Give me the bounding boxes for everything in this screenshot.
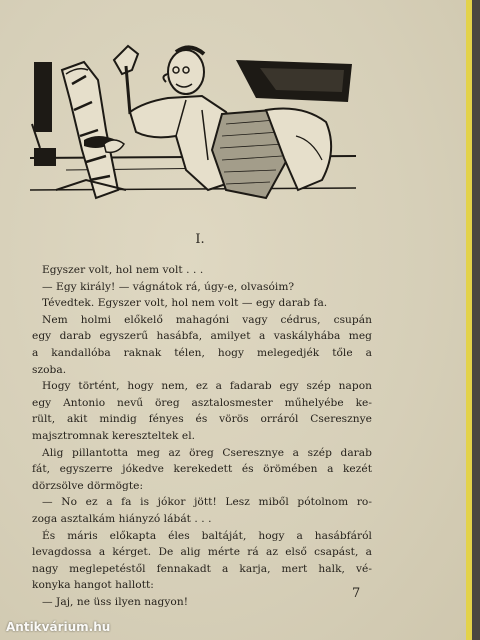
- text-line: rült, akit mindig fényes és vörös orráról Cseresznye: [32, 413, 372, 426]
- text-line: Egyszer volt, hol nem volt . . .: [42, 264, 204, 276]
- book-cover-edge: [472, 0, 480, 640]
- text-line: És máris előkapta éles baltáját, hogy a hasábfáról: [42, 529, 372, 542]
- text-line: a kandallóba raknak télen, hogy melegedjék tőle a: [32, 346, 372, 359]
- text-line: Nem holmi előkelő mahagóni vagy cédrus, csupán: [42, 313, 372, 326]
- text-line: fát, egyszerre jókedve kerekedett és örömében a kezét: [32, 463, 372, 476]
- text-line: szoba.: [32, 363, 67, 376]
- page-number: 7: [352, 586, 361, 601]
- text-line: Tévedtek. Egyszer volt, hol nem volt — egy darab fa.: [42, 297, 328, 310]
- text-line: zoga asztalkám hiányzó lábát . . .: [32, 512, 212, 525]
- text-line: dörzsölve dörmögte:: [32, 479, 144, 492]
- text-line: majsztromnak kereszteltek el.: [32, 429, 196, 442]
- text-line: levagdossa a kérget. De alig mérte rá az első csapást, a: [32, 546, 372, 559]
- text-line: — Egy király! — vágnátok rá, úgy-e, olvasóim?: [42, 280, 295, 293]
- text-line: — No ez a fa is jókor jött! Lesz miből pótolnom ro-: [42, 496, 372, 509]
- body-text: [32, 262, 372, 610]
- text-line: nagy meglepetéstől fennakadt a karja, mert halk, vé-: [32, 562, 372, 575]
- text-line: Alig pillantotta meg az öreg Cseresznye a szép darab: [42, 446, 372, 459]
- text-line: — Jaj, ne üss ilyen nagyon!: [42, 595, 188, 608]
- text-line: Hogy történt, hogy nem, ez a fadarab egy szép napon: [42, 380, 372, 393]
- text-line: konyka hangot hallott:: [32, 579, 154, 592]
- woodcut-illustration: [26, 40, 360, 210]
- text-line: egy darab egyszerű hasábfa, amilyet a vaskályhába meg: [32, 330, 372, 343]
- chapter-number: I.: [195, 232, 205, 247]
- text-line: egy Antonio nevű öreg asztalosmester műhelyébe ke-: [32, 396, 372, 409]
- watermark: Antikvárium.hu: [6, 620, 111, 634]
